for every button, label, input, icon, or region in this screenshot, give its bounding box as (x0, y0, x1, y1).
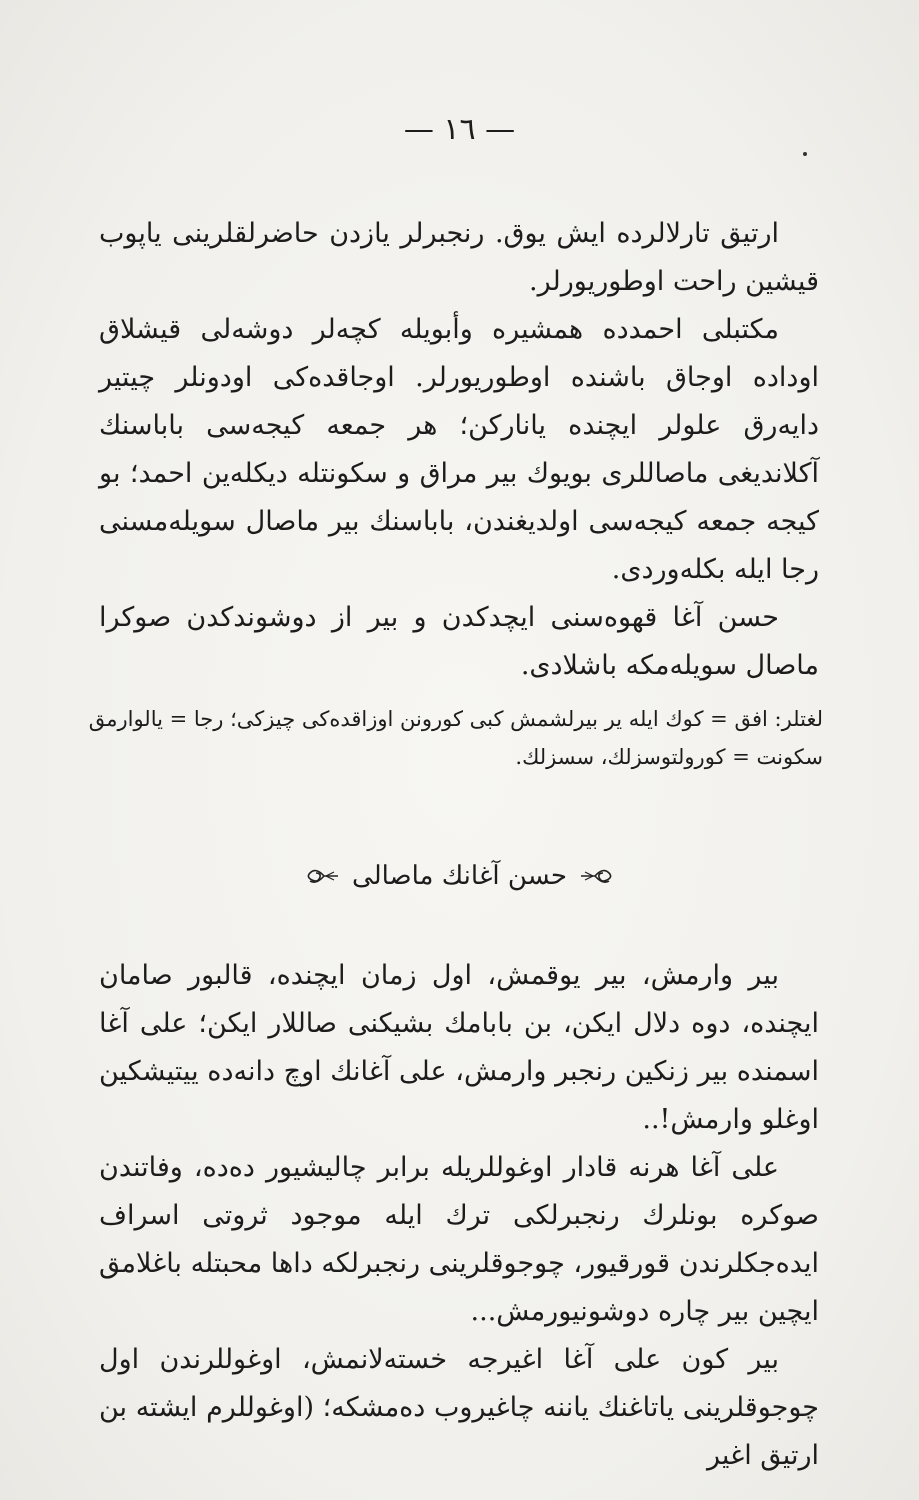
paragraph: بیر وارمش، بیر یوقمش، اول زمان ایچنده، قالبور صامان ایچنده، دوه دلال ایکن، بن بابامك بشیکنی صاللار ایکن؛ علی آغا اسمنده بیر زنکین رنجبر وارمش، علی آغانك اوچ دانه‌ده ییتیشکین اوغلو وارمش!.. (99, 960, 819, 1135)
page-number: — ١٦ — (403, 112, 516, 147)
ink-speck (803, 152, 807, 156)
section-title: حسن آغانك ماصالی (352, 861, 567, 891)
paragraph: حسن آغا قهوه‌سنی ایچدکدن و بیر از دوشوندکدن صوکرا ماصال سویله‌مکه باشلادی. (99, 602, 819, 681)
glossary-line: لغتلر: افق = کوك ایله یر بیرلشمش کبی کورونن اوزاقده‌کی چیزکی؛ رجا = یالوارمق (88, 707, 823, 731)
glossary-line: سکونت = کورولتوسزلك، سسزلك. (515, 745, 823, 769)
ornament-left-icon (300, 863, 340, 889)
body-section-1 (99, 210, 819, 690)
body-section-2 (99, 952, 819, 1480)
ornament-right-icon (579, 863, 619, 889)
paragraph: بیر کون علی آغا اغیرجه خسته‌لانمش، اوغوللرندن اول چوجوقلرینی یاتاغنك یاننه چاغیروب دەمشکه؛ (اوغوللرم ایشته بن ارتیق اغیر (99, 1344, 819, 1471)
section-heading (0, 856, 919, 896)
glossary (63, 700, 823, 776)
paragraph: ارتیق تارلالرده ایش یوق. رنجبرلر یازدن حاضرلقلرینی یاپوب قیشین راحت اوطوریورلر. (99, 218, 819, 297)
paragraph: مکتبلی احمدده همشیره وأبویله کچەلر دوشەلی قیشلاق اوداده اوجاق باشنده اوطوریورلر. اوجاقده‌کی اودونلر چیتیر دایه‌رق علولر ایچنده یانارکن؛ هر جمعه کیجه‌سی باباسنك آکلاندیغی ماصاللری بویوك بیر مراق و سکونتله دیکله‌ین احمد؛ بو کیجه جمعه کیجه‌سی اولدیغندن، باباسنك بیر ماصال سویله‌مسنی رجا ایله بکله‌وردی. (99, 314, 819, 585)
paragraph: علی آغا هرنه قادار اوغوللریله برابر چالیشیور ده‌ده، وفاتندن صوکره بونلرك رنجبرلکی ترك ایله موجود ثروتی اسراف ایده‌جکلرندن قورقیور، چوجوقلرینی رنجبرلکه داها محبتله باغلامق ایچین بیر چاره دوشونیورمش... (99, 1152, 819, 1327)
